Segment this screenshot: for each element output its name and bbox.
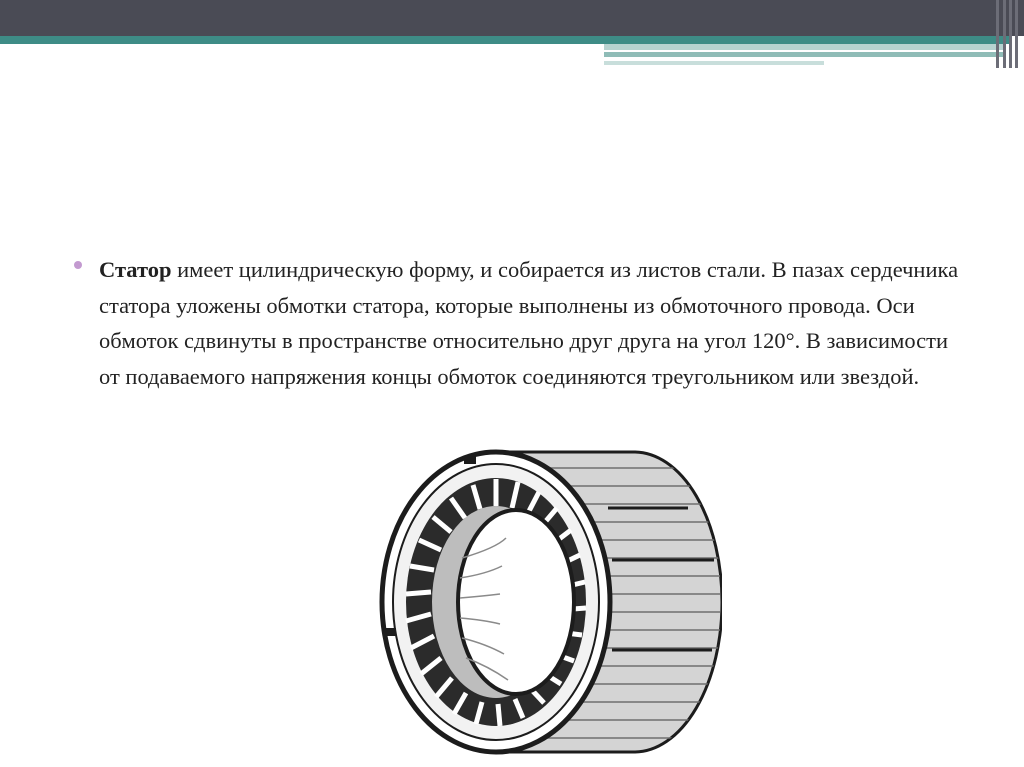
- body-text: имеет цилиндрическую форму, и собирается из листов стали. В пазах сердечника статора уложены обмотки статора, которые выполнены из обмоточного провода. Оси обмоток сдвинуты в пространстве относительно друг друга на угол 120°. В зависимости от подаваемого напряжения концы обмоток соединяются треугольником или звездой.: [99, 257, 959, 389]
- header-band: [0, 0, 1024, 36]
- term-bold: Статор: [99, 257, 172, 282]
- header-accent-line: [0, 36, 1010, 44]
- header-accent-line: [604, 52, 1004, 57]
- header-corner-decoration: [994, 0, 1024, 68]
- header-accent-line: [604, 61, 824, 65]
- bullet-paragraph: [99, 252, 974, 394]
- stator-drawing-icon: [376, 448, 722, 760]
- slide-body: [74, 252, 974, 417]
- header-accent-line: [604, 44, 1004, 50]
